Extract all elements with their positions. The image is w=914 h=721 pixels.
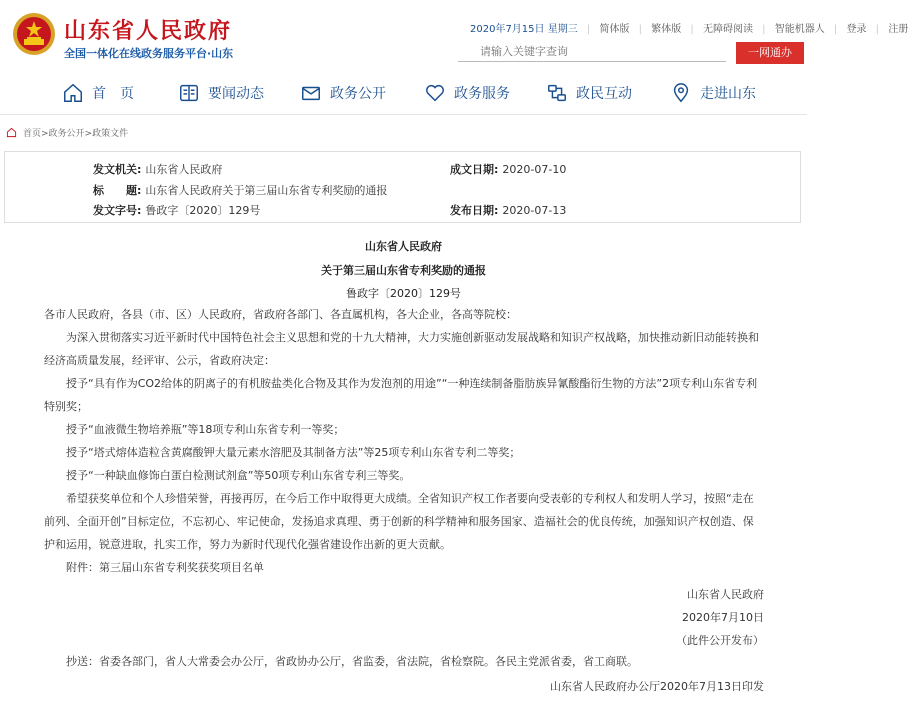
meta-title-value: 山东省人民政府关于第三届山东省专利奖励的通报	[145, 184, 388, 197]
doc-paragraph-1: 为深入贯彻落实习近平新时代中国特色社会主义思想和党的十九大精神，大力实施创新驱动发展战略和知识产权战略，加快推动新旧动能转换和经济高质量发展，经评审、公示，省政府决定：	[44, 331, 759, 367]
doc-footer: 山东省人民政府办公厅2020年7月13日印发	[550, 680, 764, 693]
meta-publish-value: 2020-07-13	[502, 204, 567, 217]
doc-paragraph-4: 授予“塔式熔体造粒含黄腐酸钾大量元素水溶肥及其制备方法”等25项专利山东省专利二等奖；	[66, 446, 521, 459]
link-traditional[interactable]: 繁体版	[651, 24, 682, 35]
nav-public[interactable]	[300, 80, 386, 106]
site-title[interactable]: 山东省人民政府	[64, 19, 233, 44]
nav-home[interactable]	[62, 80, 134, 106]
doc-paragraph-2: 授予“具有作为CO2给体的阴离子的有机胺盐类化合物及其作为发泡剂的用途”“一种连续制备脂肪族异氰酸酯衍生物的方法”2项专利山东省专利特别奖；	[44, 377, 758, 413]
doc-heading: 关于第三届山东省专利奖励的通报	[321, 264, 486, 277]
home-icon	[6, 127, 17, 138]
doc-public-note: （此件公开发布）	[676, 634, 764, 647]
nav-news-label: 要闻动态	[208, 86, 264, 102]
meta-title	[93, 182, 387, 198]
heart-icon	[424, 82, 446, 104]
doc-cc: 抄送：省委各部门，省人大常委会办公厅，省政协办公厅，省监委，省法院，省检察院。各民主党派省委，省工商联。	[66, 655, 638, 668]
nav-public-label: 政务公开	[330, 86, 386, 102]
site-header	[0, 0, 909, 72]
interaction-icon	[546, 82, 568, 104]
breadcrumb-text[interactable]: 首页>政务公开>政策文件	[23, 129, 129, 139]
meta-issuer-label: 发文机关:	[93, 163, 142, 176]
doc-paragraph-3: 授予“血液微生物培养瓶”等18项专利山东省专利一等奖；	[66, 423, 345, 436]
news-icon	[178, 82, 200, 104]
meta-docno-value: 鲁政字〔2020〕129号	[145, 204, 261, 217]
meta-publish	[450, 202, 566, 218]
doc-salutation: 各市人民政府，各县（市、区）人民政府，省政府各部门、各直属机构，各大企业，各高等院校：	[44, 308, 517, 321]
link-robot[interactable]: 智能机器人	[774, 24, 825, 35]
home-icon	[62, 82, 84, 104]
doc-number: 鲁政字〔2020〕129号	[346, 287, 461, 300]
nav-shandong[interactable]	[670, 80, 756, 106]
meta-docno-label: 发文字号:	[93, 204, 142, 217]
meta-publish-label: 发布日期:	[450, 204, 499, 217]
nav-shandong-label: 走进山东	[700, 86, 756, 102]
site-subtitle: 全国一体化在线政务服务平台·山东	[64, 47, 234, 60]
nav-news[interactable]	[178, 80, 264, 106]
doc-org: 山东省人民政府	[365, 240, 442, 253]
doc-paragraph-5: 授予“一种缺血修饰白蛋白检测试剂盒”等50项专利山东省专利三等奖。	[66, 469, 411, 482]
document-meta	[4, 151, 801, 223]
nav-service[interactable]	[424, 80, 510, 106]
location-icon	[670, 82, 692, 104]
link-register[interactable]: 注册	[888, 24, 909, 35]
meta-title-label: 标 题:	[93, 184, 142, 197]
nav-home-label: 首 页	[92, 86, 134, 102]
meta-docno	[93, 202, 260, 218]
top-links: 2020年7月15日 星期三 | 简体版 | 繁体版 | 无障碍阅读 | 智能机器人 | 登录 | 注册	[470, 24, 909, 35]
current-date: 2020年7月15日 星期三	[470, 24, 578, 35]
main-nav	[0, 72, 807, 115]
mail-icon	[300, 82, 322, 104]
meta-date-value: 2020-07-10	[502, 163, 567, 176]
search-button[interactable]: 一网通办	[736, 42, 804, 64]
search-input[interactable]	[458, 42, 726, 62]
link-login[interactable]: 登录	[846, 24, 867, 35]
link-accessibility[interactable]: 无障碍阅读	[702, 24, 753, 35]
doc-sign-org: 山东省人民政府	[687, 588, 764, 601]
meta-date-label: 成文日期:	[450, 163, 499, 176]
doc-attachment[interactable]: 附件：第三届山东省专利奖获奖项目名单	[66, 561, 264, 574]
doc-paragraph-6: 希望获奖单位和个人珍惜荣誉，再接再厉，在今后工作中取得更大成绩。全省知识产权工作者要向受表彰的专利权人和发明人学习，按照“走在前列、全面开创”目标定位，不忘初心、牢记使命，发扬追求真理、勇于创新的科学精神和服务国家、造福社会的优良传统，加强知识产权创造、保护和运用，锐意进取，扎实工作，努力为新时代现代化强省建设作出新的更大贡献。	[44, 492, 754, 551]
nav-service-label: 政务服务	[454, 86, 510, 102]
meta-date	[450, 161, 566, 177]
meta-issuer	[93, 161, 222, 177]
doc-sign-date: 2020年7月10日	[682, 611, 764, 624]
meta-issuer-value: 山东省人民政府	[145, 163, 223, 176]
nav-interaction[interactable]	[546, 80, 632, 106]
national-emblem-icon	[12, 12, 56, 56]
link-simplified[interactable]: 简体版	[599, 24, 630, 35]
nav-interaction-label: 政民互动	[576, 86, 632, 102]
breadcrumb	[6, 126, 128, 139]
